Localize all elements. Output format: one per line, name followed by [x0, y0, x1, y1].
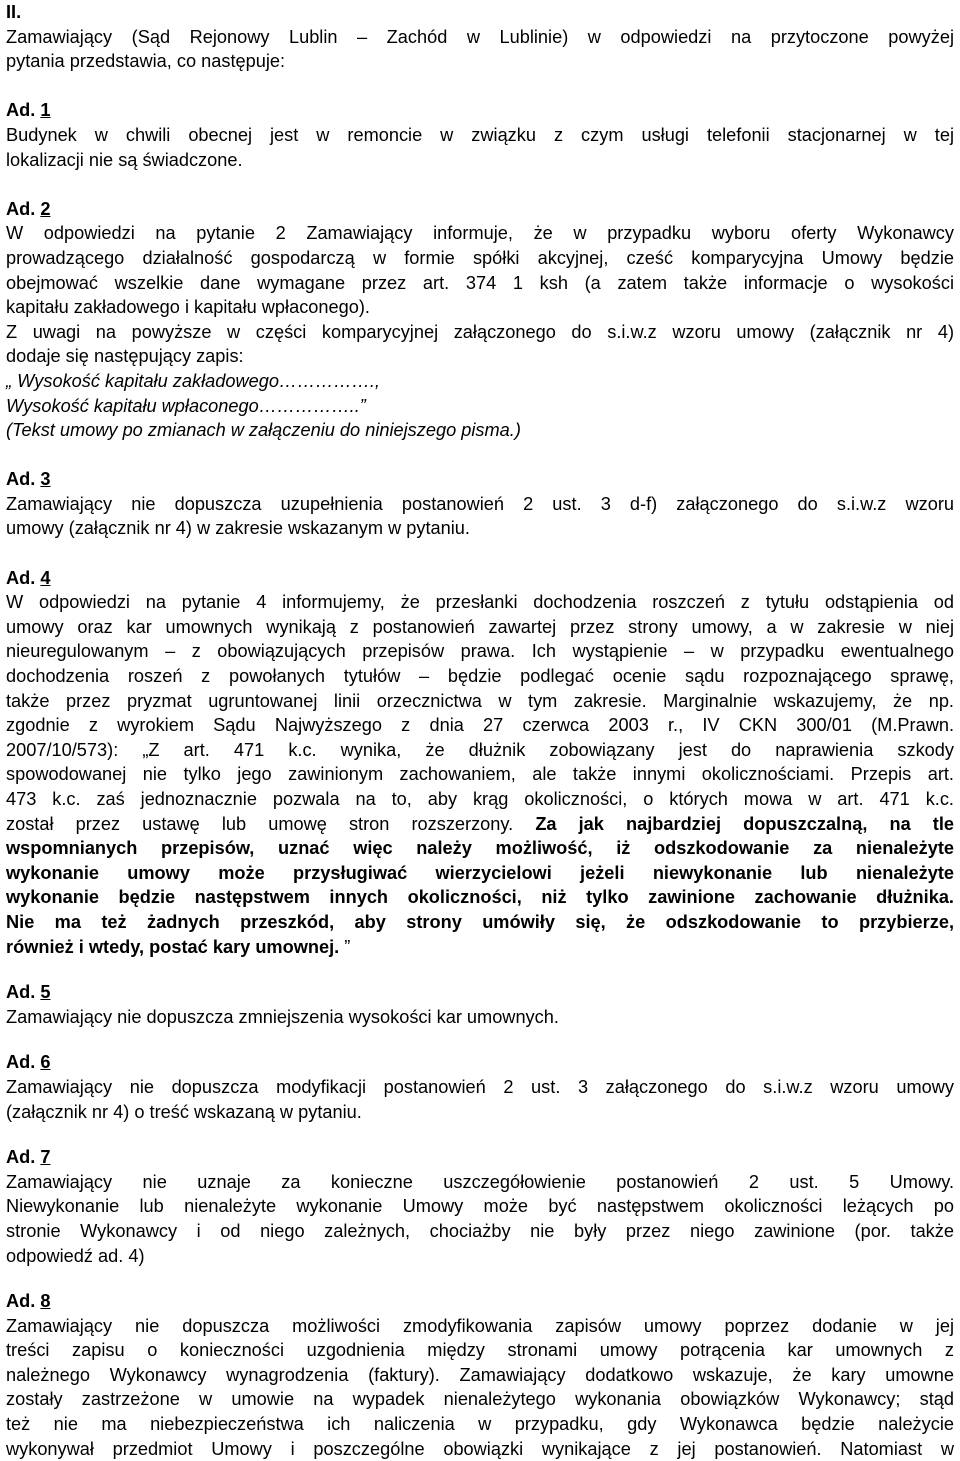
ad2-quote-line-1: „ Wysokość kapitału zakładowego……………., — [6, 370, 380, 391]
ad4-bold-line-1: wspomnianych przepisów, uznać więc należy możliwość, iż odszkodowanie za nienależyte — [6, 838, 954, 859]
ad4-line-6: zgodnie z wyrokiem Sądu Najwyższego z dnia 27 czerwca 2003 r., IV CKN 300/01 (M.Prawn. — [6, 715, 954, 736]
ad7-line-4: odpowiedź ad. 4) — [6, 1245, 145, 1266]
intro-line-2: pytania przedstawia, co następuje: — [6, 51, 286, 72]
ad6-line-2: (załącznik nr 4) o treść wskazaną w pytaniu. — [6, 1101, 362, 1122]
ad7-line-2: Niewykonanie lub nienależyte wykonanie Umowy może być następstwem okoliczności leżących po — [6, 1196, 954, 1217]
ad2-quote-line-2: Wysokość kapitału wpłaconego……………..” — [6, 395, 366, 416]
ad8-line-2: treści zapisu o konieczności uzgodnienia między stronami umowy potrącenia kar umownych z — [6, 1340, 954, 1361]
ad8-line-6: wykonywał przedmiot Umowy i poszczególne obowiązki wynikające z jej postanowień. Natomiast w — [6, 1438, 954, 1459]
ad4-line-10: został przez ustawę lub umowę stron rozszerzony. Za jak najbardziej dopuszczalną, na tle — [6, 813, 955, 834]
ad3-line-2: umowy (załącznik nr 4) w zakresie wskazanym w pytaniu. — [6, 518, 470, 539]
section-heading-ad-5: Ad. 5 — [6, 982, 51, 1003]
intro-line-1: Zamawiający (Sąd Rejonowy Lublin – Zachód w Lublinie) w odpowiedzi na przytoczone powyżej — [6, 26, 954, 47]
section-heading-ad-7: Ad. 7 — [6, 1147, 51, 1168]
ad4-line-1: W odpowiedzi na pytanie 4 informujemy, że przesłanki dochodzenia roszczeń z tytułu odstąpienia od — [6, 592, 954, 613]
ad2-line-4: kapitału zakładowego i kapitału wpłaconego). — [6, 297, 370, 318]
ad4-line-7: 2007/10/573): „Z art. 471 k.c. wynika, że dłużnik zobowiązany jest do naprawienia szkody — [6, 739, 954, 760]
ad8-line-4: zostały zastrzeżone w umowie na wypadek nienależytego wykonania obowiązków Wykonawcy; stąd — [6, 1389, 954, 1410]
ad1-line-1: Budynek w chwili obecnej jest w remoncie w związku z czym usługi telefonii stacjonarnej w tej — [6, 124, 954, 145]
ad4-bold-line-2: wykonanie umowy może przysługiwać wierzycielowi jeżeli niewykonanie lub nienależyte — [6, 862, 954, 883]
section-heading-ad-4: Ad. 4 — [6, 567, 51, 588]
section-heading-ad-2: Ad. 2 — [6, 198, 51, 219]
ad4-line-5: także przez pryzmat ugruntowanej linii orzecznictwa w tym zakresie. Marginalnie wskazujemy, że np. — [6, 690, 954, 711]
section-heading-ad-6: Ad. 6 — [6, 1052, 51, 1073]
ad3-line-1: Zamawiający nie dopuszcza uzupełnienia postanowień 2 ust. 3 d-f) załączonego do s.i.w.z wzoru — [6, 493, 954, 514]
ad8-line-5: też nie ma niebezpieczeństwa ich naliczenia w przypadku, gdy Wykonawca będzie należycie — [6, 1414, 954, 1435]
ad4-bold-line-5: również i wtedy, postać kary umownej. ” — [6, 936, 351, 957]
ad8-line-1: Zamawiający nie dopuszcza możliwości zmodyfikowania zapisów umowy poprzez dodanie w jej — [6, 1315, 954, 1336]
section-heading-ad-1: Ad. 1 — [6, 100, 51, 121]
ad4-line-9: 473 k.c. zaś jednoznacznie pozwala na to, aby krąg okoliczności, o których mowa w art. 471 k.c. — [6, 789, 954, 809]
section-heading-ad-8: Ad. 8 — [6, 1291, 51, 1312]
ad8-line-3: należnego Wykonawcy wynagrodzenia (faktury). Zamawiający dodatkowo wskazuje, że kary umowne — [6, 1364, 954, 1385]
ad4-line-3: nieuregulowanym – z obowiązujących przepisów prawa. Ich wystąpienie – w przypadku ewentualnego — [6, 641, 954, 662]
ad6-line-1: Zamawiający nie dopuszcza modyfikacji postanowień 2 ust. 3 załączonego do s.i.w.z wzoru umowy — [6, 1076, 954, 1097]
ad5-line-1: Zamawiający nie dopuszcza zmniejszenia wysokości kar umownych. — [6, 1006, 559, 1027]
section-heading-ad-3: Ad. 3 — [6, 469, 51, 490]
ad4-line-4: dochodzenia roszeń z powołanych tytułów – będzie podlegać ocenie sądu rozpoznającego sprawę, — [6, 666, 954, 687]
document-page — [6, 0, 954, 1461]
ad4-bold-line-3: wykonanie będzie następstwem innych okoliczności, niż tylko zawinione zachowanie dłużnika. — [6, 887, 954, 908]
ad4-bold-line-4: Nie ma też żadnych przeszkód, aby strony umówiły się, że odszkodowanie to przybierze, — [6, 911, 954, 932]
ad1-line-2: lokalizacji nie są świadczone. — [6, 149, 243, 170]
ad2-quote-note: (Tekst umowy po zmianach w załączeniu do niniejszego pisma.) — [6, 420, 521, 441]
ad2-line-6: dodaje się następujący zapis: — [6, 346, 244, 367]
ad2-line-3: obejmować wszelkie dane wymagane przez art. 374 1 ksh (a zatem także informacje o wysokości — [6, 272, 954, 293]
ad7-line-1: Zamawiający nie uznaje za konieczne uszczegółowienie postanowień 2 ust. 5 Umowy. — [6, 1171, 954, 1192]
ad4-line-2: umowy oraz kar umownych wynikają z postanowień zawartej przez strony umowy, a w zakresie w niej — [6, 616, 954, 637]
ad7-line-3: stronie Wykonawcy i od niego zależnych, chociażby nie były przez niego zawinione (por. także — [6, 1220, 954, 1241]
ad2-line-5: Z uwagi na powyższe w części komparycyjnej załączonego do s.i.w.z wzoru umowy (załącznik nr 4) — [6, 321, 954, 342]
ad2-line-2: prowadzącego działalność gospodarczą w formie spółki akcyjnej, cześć komparycyjna Umowy będzie — [6, 247, 954, 268]
ad2-line-1: W odpowiedzi na pytanie 2 Zamawiający informuje, że w przypadku wyboru oferty Wykonawcy — [6, 223, 954, 244]
ad4-line-8: spowodowanej nie tylko jego zawinionym zachowaniem, ale także innymi okolicznościami. Przepis art. — [6, 764, 954, 785]
roman-numeral-heading: II. — [6, 2, 22, 22]
